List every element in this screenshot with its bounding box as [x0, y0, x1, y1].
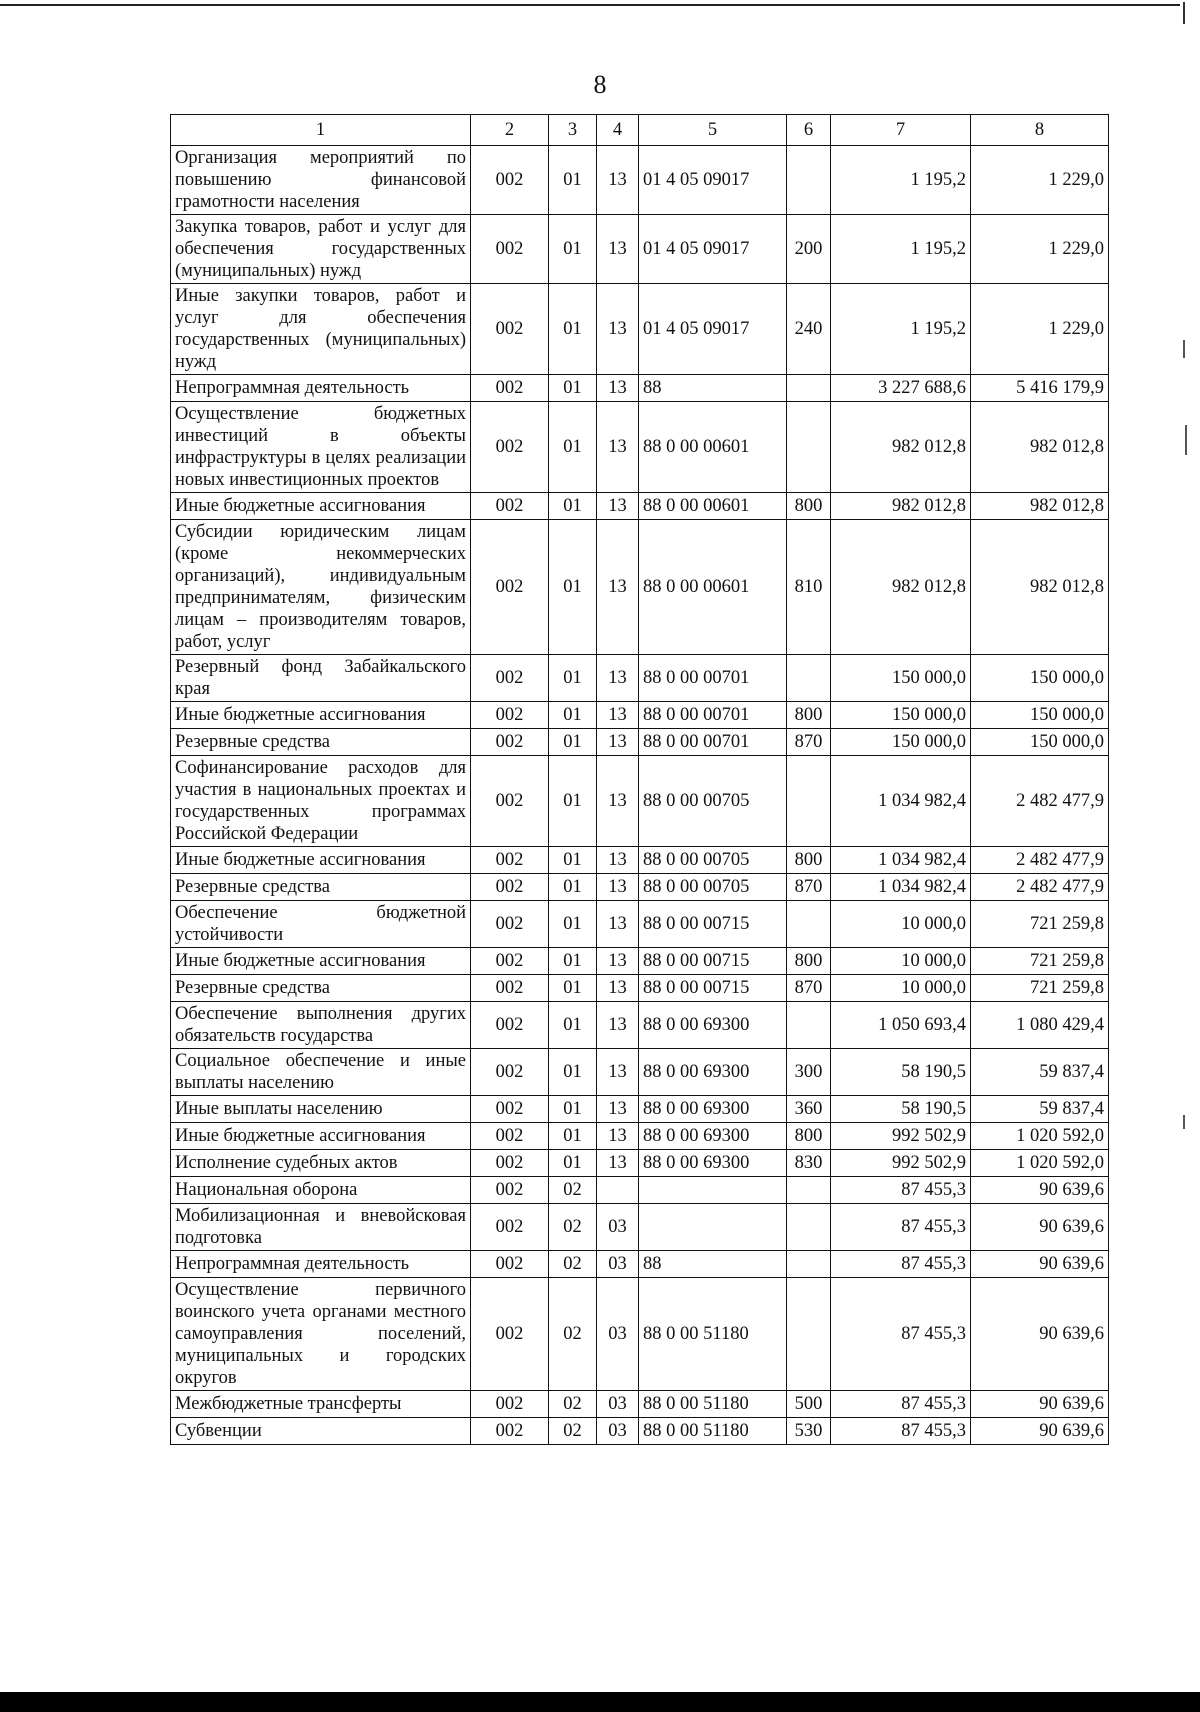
amount-year1-cell: 150 000,0 — [831, 729, 971, 756]
target-article-cell: 01 4 05 09017 — [639, 215, 787, 284]
section-cell: 01 — [549, 284, 597, 375]
amount-year1-cell: 10 000,0 — [831, 948, 971, 975]
expense-type-cell — [787, 756, 831, 847]
amount-year2-cell: 90 639,6 — [971, 1251, 1109, 1278]
subsection-cell: 13 — [597, 948, 639, 975]
expense-type-cell — [787, 1251, 831, 1278]
amount-year2-cell: 982 012,8 — [971, 520, 1109, 655]
amount-year1-cell: 150 000,0 — [831, 655, 971, 702]
section-cell: 01 — [549, 874, 597, 901]
subsection-cell — [597, 1177, 639, 1204]
ministry-code-cell: 002 — [471, 493, 549, 520]
target-article-cell: 88 0 00 00601 — [639, 402, 787, 493]
expense-type-cell: 300 — [787, 1049, 831, 1096]
expense-type-cell — [787, 402, 831, 493]
row-name-cell: Иные бюджетные ассигнования — [171, 847, 471, 874]
amount-year2-cell: 1 020 592,0 — [971, 1123, 1109, 1150]
subsection-cell: 13 — [597, 146, 639, 215]
section-cell: 01 — [549, 847, 597, 874]
table-row — [171, 146, 1109, 215]
subsection-cell: 13 — [597, 1123, 639, 1150]
target-article-cell: 88 — [639, 1251, 787, 1278]
subsection-cell: 13 — [597, 901, 639, 948]
ministry-code-cell: 002 — [471, 1391, 549, 1418]
section-cell: 01 — [549, 402, 597, 493]
expense-type-cell — [787, 655, 831, 702]
column-header: 1 — [171, 115, 471, 146]
ministry-code-cell: 002 — [471, 948, 549, 975]
table-row — [171, 847, 1109, 874]
expense-type-cell: 530 — [787, 1418, 831, 1445]
target-article-cell: 88 0 00 00705 — [639, 874, 787, 901]
ministry-code-cell: 002 — [471, 901, 549, 948]
table-row — [171, 874, 1109, 901]
amount-year1-cell: 1 050 693,4 — [831, 1002, 971, 1049]
expense-type-cell — [787, 375, 831, 402]
ministry-code-cell: 002 — [471, 1150, 549, 1177]
column-header: 2 — [471, 115, 549, 146]
table-row — [171, 655, 1109, 702]
section-cell: 02 — [549, 1177, 597, 1204]
row-name-cell: Субсидии юридическим лицам (кроме некоммерческих организаций), индивидуальным предпринимателям, физическим лицам – производителям товаров, работ, услуг — [171, 520, 471, 655]
ministry-code-cell: 002 — [471, 702, 549, 729]
row-name-cell: Организация мероприятий по повышению финансовой грамотности населения — [171, 146, 471, 215]
row-name-cell: Социальное обеспечение и иные выплаты населению — [171, 1049, 471, 1096]
table-row — [171, 1278, 1109, 1391]
ministry-code-cell: 002 — [471, 655, 549, 702]
section-cell: 01 — [549, 1002, 597, 1049]
subsection-cell: 13 — [597, 655, 639, 702]
scan-margin-mark — [1185, 425, 1187, 455]
table-row — [171, 756, 1109, 847]
ministry-code-cell: 002 — [471, 520, 549, 655]
section-cell: 01 — [549, 493, 597, 520]
subsection-cell: 13 — [597, 215, 639, 284]
target-article-cell: 88 0 00 00601 — [639, 493, 787, 520]
row-name-cell: Осуществление первичного воинского учета органами местного самоуправления поселений, муниципальных и городских округов — [171, 1278, 471, 1391]
expense-type-cell: 800 — [787, 948, 831, 975]
subsection-cell: 13 — [597, 729, 639, 756]
expense-type-cell — [787, 1177, 831, 1204]
amount-year2-cell: 1 229,0 — [971, 146, 1109, 215]
scan-border-bottom — [0, 1692, 1200, 1712]
target-article-cell: 88 0 00 00705 — [639, 756, 787, 847]
table-row — [171, 729, 1109, 756]
table-row — [171, 215, 1109, 284]
table-row — [171, 1049, 1109, 1096]
amount-year2-cell: 2 482 477,9 — [971, 756, 1109, 847]
subsection-cell: 13 — [597, 1150, 639, 1177]
table-row — [171, 975, 1109, 1002]
amount-year2-cell: 90 639,6 — [971, 1204, 1109, 1251]
expense-type-cell: 870 — [787, 874, 831, 901]
target-article-cell: 88 0 00 00701 — [639, 655, 787, 702]
section-cell: 02 — [549, 1251, 597, 1278]
table-body — [171, 146, 1109, 1445]
section-cell: 01 — [549, 215, 597, 284]
ministry-code-cell: 002 — [471, 1177, 549, 1204]
target-article-cell: 88 0 00 00715 — [639, 948, 787, 975]
section-cell: 01 — [549, 375, 597, 402]
target-article-cell: 88 0 00 00701 — [639, 702, 787, 729]
ministry-code-cell: 002 — [471, 284, 549, 375]
amount-year1-cell: 58 190,5 — [831, 1096, 971, 1123]
expense-type-cell — [787, 1204, 831, 1251]
amount-year2-cell: 90 639,6 — [971, 1418, 1109, 1445]
row-name-cell: Национальная оборона — [171, 1177, 471, 1204]
amount-year1-cell: 58 190,5 — [831, 1049, 971, 1096]
row-name-cell: Резервный фонд Забайкальского края — [171, 655, 471, 702]
section-cell: 01 — [549, 975, 597, 1002]
expense-type-cell: 500 — [787, 1391, 831, 1418]
section-cell: 02 — [549, 1418, 597, 1445]
column-header: 4 — [597, 115, 639, 146]
amount-year1-cell: 3 227 688,6 — [831, 375, 971, 402]
scan-edge-mark — [1183, 2, 1185, 24]
subsection-cell: 13 — [597, 493, 639, 520]
target-article-cell: 88 0 00 69300 — [639, 1096, 787, 1123]
section-cell: 01 — [549, 1150, 597, 1177]
row-name-cell: Софинансирование расходов для участия в национальных проектах и государственных программах Российской Федерации — [171, 756, 471, 847]
subsection-cell: 13 — [597, 284, 639, 375]
amount-year2-cell: 1 229,0 — [971, 215, 1109, 284]
subsection-cell: 13 — [597, 756, 639, 847]
ministry-code-cell: 002 — [471, 756, 549, 847]
ministry-code-cell: 002 — [471, 1002, 549, 1049]
row-name-cell: Закупка товаров, работ и услуг для обеспечения государственных (муниципальных) нужд — [171, 215, 471, 284]
section-cell: 01 — [549, 1096, 597, 1123]
section-cell: 02 — [549, 1204, 597, 1251]
target-article-cell: 88 0 00 00715 — [639, 901, 787, 948]
table-row — [171, 1251, 1109, 1278]
row-name-cell: Иные выплаты населению — [171, 1096, 471, 1123]
section-cell: 01 — [549, 729, 597, 756]
subsection-cell: 13 — [597, 1002, 639, 1049]
amount-year2-cell: 2 482 477,9 — [971, 847, 1109, 874]
amount-year1-cell: 982 012,8 — [831, 520, 971, 655]
ministry-code-cell: 002 — [471, 847, 549, 874]
amount-year1-cell: 1 195,2 — [831, 284, 971, 375]
target-article-cell: 88 0 00 69300 — [639, 1150, 787, 1177]
section-cell: 01 — [549, 901, 597, 948]
table-row — [171, 402, 1109, 493]
expense-type-cell: 800 — [787, 1123, 831, 1150]
amount-year1-cell: 1 195,2 — [831, 215, 971, 284]
column-header: 7 — [831, 115, 971, 146]
ministry-code-cell: 002 — [471, 1251, 549, 1278]
table-row — [171, 375, 1109, 402]
target-article-cell — [639, 1177, 787, 1204]
expense-type-cell: 800 — [787, 493, 831, 520]
row-name-cell: Резервные средства — [171, 975, 471, 1002]
subsection-cell: 03 — [597, 1204, 639, 1251]
subsection-cell: 03 — [597, 1278, 639, 1391]
amount-year2-cell: 982 012,8 — [971, 402, 1109, 493]
row-name-cell: Резервные средства — [171, 874, 471, 901]
scan-margin-mark — [1183, 340, 1185, 358]
ministry-code-cell: 002 — [471, 1049, 549, 1096]
ministry-code-cell: 002 — [471, 375, 549, 402]
ministry-code-cell: 002 — [471, 402, 549, 493]
table-row — [171, 1204, 1109, 1251]
table-header-row — [171, 115, 1109, 146]
target-article-cell: 88 0 00 51180 — [639, 1391, 787, 1418]
target-article-cell: 01 4 05 09017 — [639, 284, 787, 375]
amount-year1-cell: 10 000,0 — [831, 975, 971, 1002]
amount-year1-cell: 982 012,8 — [831, 493, 971, 520]
row-name-cell: Межбюджетные трансферты — [171, 1391, 471, 1418]
expense-type-cell — [787, 1002, 831, 1049]
scan-margin-mark — [1183, 1115, 1185, 1129]
table-row — [171, 1002, 1109, 1049]
row-name-cell: Непрограммная деятельность — [171, 1251, 471, 1278]
table-row — [171, 493, 1109, 520]
subsection-cell: 13 — [597, 975, 639, 1002]
ministry-code-cell: 002 — [471, 874, 549, 901]
section-cell: 01 — [549, 1123, 597, 1150]
target-article-cell: 88 0 00 69300 — [639, 1002, 787, 1049]
ministry-code-cell: 002 — [471, 1204, 549, 1251]
column-header: 3 — [549, 115, 597, 146]
target-article-cell: 88 0 00 51180 — [639, 1418, 787, 1445]
amount-year1-cell: 1 034 982,4 — [831, 756, 971, 847]
expense-type-cell: 360 — [787, 1096, 831, 1123]
column-header: 5 — [639, 115, 787, 146]
row-name-cell: Обеспечение бюджетной устойчивости — [171, 901, 471, 948]
amount-year2-cell: 1 229,0 — [971, 284, 1109, 375]
table-row — [171, 901, 1109, 948]
section-cell: 01 — [549, 655, 597, 702]
table-row — [171, 1150, 1109, 1177]
table-row — [171, 1418, 1109, 1445]
ministry-code-cell: 002 — [471, 975, 549, 1002]
subsection-cell: 13 — [597, 847, 639, 874]
amount-year2-cell: 150 000,0 — [971, 702, 1109, 729]
amount-year1-cell: 150 000,0 — [831, 702, 971, 729]
target-article-cell: 88 0 00 51180 — [639, 1278, 787, 1391]
ministry-code-cell: 002 — [471, 1123, 549, 1150]
target-article-cell: 01 4 05 09017 — [639, 146, 787, 215]
table-row — [171, 1096, 1109, 1123]
target-article-cell: 88 0 00 00601 — [639, 520, 787, 655]
amount-year1-cell: 1 034 982,4 — [831, 874, 971, 901]
amount-year2-cell: 1 080 429,4 — [971, 1002, 1109, 1049]
target-article-cell: 88 0 00 69300 — [639, 1123, 787, 1150]
amount-year1-cell: 1 195,2 — [831, 146, 971, 215]
table-row — [171, 702, 1109, 729]
table-row — [171, 1177, 1109, 1204]
amount-year2-cell: 721 259,8 — [971, 901, 1109, 948]
ministry-code-cell: 002 — [471, 146, 549, 215]
ministry-code-cell: 002 — [471, 1096, 549, 1123]
expense-type-cell: 810 — [787, 520, 831, 655]
expense-type-cell: 240 — [787, 284, 831, 375]
scan-border-top — [0, 4, 1180, 6]
subsection-cell: 03 — [597, 1418, 639, 1445]
row-name-cell: Иные закупки товаров, работ и услуг для обеспечения государственных (муниципальных) нужд — [171, 284, 471, 375]
table-row — [171, 948, 1109, 975]
section-cell: 01 — [549, 702, 597, 729]
section-cell: 01 — [549, 948, 597, 975]
subsection-cell: 03 — [597, 1391, 639, 1418]
row-name-cell: Обеспечение выполнения других обязательств государства — [171, 1002, 471, 1049]
amount-year1-cell: 992 502,9 — [831, 1150, 971, 1177]
subsection-cell: 13 — [597, 520, 639, 655]
subsection-cell: 13 — [597, 702, 639, 729]
ministry-code-cell: 002 — [471, 1278, 549, 1391]
expense-type-cell: 870 — [787, 729, 831, 756]
amount-year2-cell: 90 639,6 — [971, 1177, 1109, 1204]
subsection-cell: 03 — [597, 1251, 639, 1278]
subsection-cell: 13 — [597, 1049, 639, 1096]
row-name-cell: Иные бюджетные ассигнования — [171, 948, 471, 975]
target-article-cell — [639, 1204, 787, 1251]
subsection-cell: 13 — [597, 1096, 639, 1123]
amount-year2-cell: 150 000,0 — [971, 729, 1109, 756]
amount-year2-cell: 721 259,8 — [971, 948, 1109, 975]
row-name-cell: Иные бюджетные ассигнования — [171, 1123, 471, 1150]
amount-year1-cell: 1 034 982,4 — [831, 847, 971, 874]
amount-year2-cell: 1 020 592,0 — [971, 1150, 1109, 1177]
row-name-cell: Резервные средства — [171, 729, 471, 756]
amount-year1-cell: 87 455,3 — [831, 1391, 971, 1418]
expense-type-cell: 800 — [787, 702, 831, 729]
expense-type-cell: 800 — [787, 847, 831, 874]
row-name-cell: Иные бюджетные ассигнования — [171, 493, 471, 520]
amount-year1-cell: 10 000,0 — [831, 901, 971, 948]
row-name-cell: Осуществление бюджетных инвестиций в объекты инфраструктуры в целях реализации новых инвестиционных проектов — [171, 402, 471, 493]
row-name-cell: Субвенции — [171, 1418, 471, 1445]
subsection-cell: 13 — [597, 375, 639, 402]
table-row — [171, 520, 1109, 655]
amount-year2-cell: 59 837,4 — [971, 1096, 1109, 1123]
expense-type-cell — [787, 146, 831, 215]
table-row — [171, 284, 1109, 375]
expense-type-cell: 830 — [787, 1150, 831, 1177]
amount-year2-cell: 2 482 477,9 — [971, 874, 1109, 901]
expense-type-cell — [787, 1278, 831, 1391]
ministry-code-cell: 002 — [471, 729, 549, 756]
ministry-code-cell: 002 — [471, 215, 549, 284]
subsection-cell: 13 — [597, 402, 639, 493]
section-cell: 01 — [549, 756, 597, 847]
amount-year1-cell: 87 455,3 — [831, 1204, 971, 1251]
column-header: 6 — [787, 115, 831, 146]
amount-year2-cell: 150 000,0 — [971, 655, 1109, 702]
amount-year1-cell: 87 455,3 — [831, 1251, 971, 1278]
amount-year2-cell: 59 837,4 — [971, 1049, 1109, 1096]
amount-year1-cell: 992 502,9 — [831, 1123, 971, 1150]
section-cell: 02 — [549, 1278, 597, 1391]
target-article-cell: 88 — [639, 375, 787, 402]
section-cell: 01 — [549, 520, 597, 655]
row-name-cell: Иные бюджетные ассигнования — [171, 702, 471, 729]
expense-type-cell: 870 — [787, 975, 831, 1002]
section-cell: 02 — [549, 1391, 597, 1418]
section-cell: 01 — [549, 146, 597, 215]
amount-year2-cell: 90 639,6 — [971, 1391, 1109, 1418]
expense-type-cell: 200 — [787, 215, 831, 284]
amount-year1-cell: 87 455,3 — [831, 1278, 971, 1391]
amount-year2-cell: 721 259,8 — [971, 975, 1109, 1002]
column-header: 8 — [971, 115, 1109, 146]
amount-year1-cell: 87 455,3 — [831, 1177, 971, 1204]
target-article-cell: 88 0 00 69300 — [639, 1049, 787, 1096]
row-name-cell: Непрограммная деятельность — [171, 375, 471, 402]
target-article-cell: 88 0 00 00715 — [639, 975, 787, 1002]
ministry-code-cell: 002 — [471, 1418, 549, 1445]
row-name-cell: Исполнение судебных актов — [171, 1150, 471, 1177]
amount-year2-cell: 982 012,8 — [971, 493, 1109, 520]
amount-year1-cell: 982 012,8 — [831, 402, 971, 493]
expense-type-cell — [787, 901, 831, 948]
row-name-cell: Мобилизационная и вневойсковая подготовка — [171, 1204, 471, 1251]
amount-year1-cell: 87 455,3 — [831, 1418, 971, 1445]
subsection-cell: 13 — [597, 874, 639, 901]
amount-year2-cell: 5 416 179,9 — [971, 375, 1109, 402]
table-row — [171, 1391, 1109, 1418]
section-cell: 01 — [549, 1049, 597, 1096]
table-row — [171, 1123, 1109, 1150]
amount-year2-cell: 90 639,6 — [971, 1278, 1109, 1391]
target-article-cell: 88 0 00 00705 — [639, 847, 787, 874]
page-number: 8 — [593, 70, 607, 99]
target-article-cell: 88 0 00 00701 — [639, 729, 787, 756]
budget-table — [170, 114, 1109, 1445]
